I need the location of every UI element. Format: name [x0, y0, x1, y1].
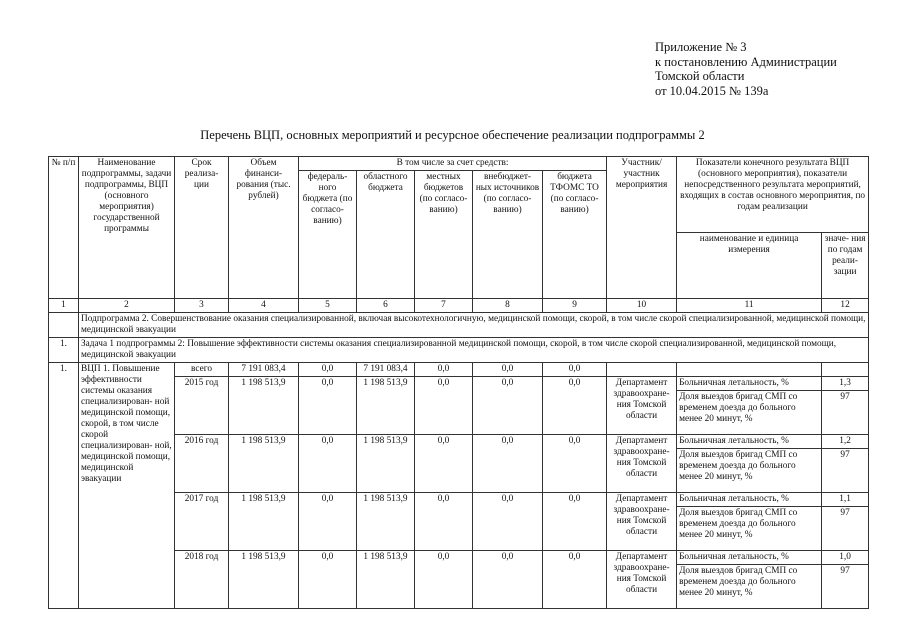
year-period: 2015 год	[175, 377, 229, 435]
year-participant: Департамент здравоохране- ния Томской области	[607, 377, 677, 435]
header-row-1	[49, 157, 869, 171]
year-period: 2017 год	[175, 493, 229, 551]
col-number-2: 2	[79, 299, 175, 313]
vcp-total-row	[49, 363, 869, 377]
total-local: 0,0	[415, 363, 473, 377]
header-results-group: Показатели конечного результата ВЦП (основного мероприятия), показатели непосредственного результата мероприятий, входящих в состав основного мероприятия, по годам реализации	[677, 157, 869, 233]
year-federal: 0,0	[299, 377, 357, 435]
year-local: 0,0	[415, 551, 473, 609]
header-col-4: Объем финанси- рования (тыс. рублей)	[229, 157, 299, 299]
document-title: Перечень ВЦП, основных мероприятий и ресурсное обеспечение реализации подпрограммы 2	[200, 128, 705, 142]
header-col-11: наименование и единица измерения	[677, 233, 822, 299]
task-number: 1.	[49, 338, 79, 363]
year-volume: 1 198 513,9	[229, 435, 299, 493]
header-col-10: Участник/ участник мероприятия	[607, 157, 677, 299]
col-number-10: 10	[607, 299, 677, 313]
indicator-ems-value: 97	[822, 565, 869, 609]
subprogram-text: Подпрограмма 2. Совершенствование оказания специализированной, включая высокотехнологичную, медицинской помощи, скорой, в том числе скорой специализированной, медицинской помощи, медицинской эвакуации	[81, 314, 866, 335]
vcp-name: ВЦП 1. Повышение эффективности системы оказания специализирован- ной медицинской помощи, скорой, в том числе скорой специализирован- ной, медицинской помощи, медицинской эвакуации	[79, 363, 175, 609]
year-volume: 1 198 513,9	[229, 493, 299, 551]
annex-line-3: Томской области	[655, 69, 745, 83]
year-participant: Департамент здравоохране- ния Томской области	[607, 551, 677, 609]
indicator-mortality-name: Больничная летальность, %	[677, 551, 822, 565]
col-number-12: 12	[822, 299, 869, 313]
year-tfoms: 0,0	[543, 551, 607, 609]
indicator-ems-name: Доля выездов бригад СМП со временем доезда до больного менее 20 минут, %	[677, 391, 822, 435]
year-period: 2016 год	[175, 435, 229, 493]
year-regional: 1 198 513,9	[357, 551, 415, 609]
year-local: 0,0	[415, 377, 473, 435]
year-tfoms: 0,0	[543, 377, 607, 435]
total-volume: 7 191 083,4	[229, 363, 299, 377]
year-volume: 1 198 513,9	[229, 377, 299, 435]
indicator-ems-value: 97	[822, 391, 869, 435]
indicator-mortality-value: 1,0	[822, 551, 869, 565]
year-extra: 0,0	[473, 377, 543, 435]
year-regional: 1 198 513,9	[357, 435, 415, 493]
header-col-2: Наименование подпрограммы, задачи подпрограммы, ВЦП (основного мероприятия) государственной программы	[79, 157, 175, 299]
col-number-5: 5	[299, 299, 357, 313]
header-col-12: значе- ния по годам реали- зации	[822, 233, 869, 299]
indicator-ems-name: Доля выездов бригад СМП со временем доезда до больного менее 20 минут, %	[677, 507, 822, 551]
subprogram-row	[49, 313, 869, 338]
header-col-5: федераль- ного бюджета (по согласо- ванию)	[299, 171, 357, 299]
total-extra: 0,0	[473, 363, 543, 377]
col-number-1: 1	[49, 299, 79, 313]
annex-line-2: к постановлению Администрации	[655, 54, 837, 69]
indicator-ems-name: Доля выездов бригад СМП со временем доезда до больного менее 20 минут, %	[677, 565, 822, 609]
indicator-mortality-value: 1,1	[822, 493, 869, 507]
year-regional: 1 198 513,9	[357, 377, 415, 435]
header-col-3: Срок реализа- ции	[175, 157, 229, 299]
col-number-7: 7	[415, 299, 473, 313]
indicator-ems-name: Доля выездов бригад СМП со временем доезда до больного менее 20 минут, %	[677, 449, 822, 493]
header-col-6: областного бюджета	[357, 171, 415, 299]
vcp-number: 1.	[49, 363, 79, 609]
col-number-11: 11	[677, 299, 822, 313]
total-tfoms: 0,0	[543, 363, 607, 377]
header-funds-group: В том числе за счет средств:	[299, 157, 607, 171]
header-col-9: бюджета ТФОМС ТО (по согласо- ванию)	[543, 171, 607, 299]
total-federal: 0,0	[299, 363, 357, 377]
col-number-8: 8	[473, 299, 543, 313]
header-col-7: местных бюджетов (по согласо- ванию)	[415, 171, 473, 299]
year-federal: 0,0	[299, 493, 357, 551]
annex-block	[655, 40, 895, 98]
annex-line-1: Приложение № 3	[655, 40, 747, 54]
indicator-mortality-name: Больничная летальность, %	[677, 435, 822, 449]
column-number-row	[49, 299, 869, 313]
indicator-mortality-name: Больничная летальность, %	[677, 493, 822, 507]
year-extra: 0,0	[473, 435, 543, 493]
header-col-1: № п/п	[49, 157, 79, 299]
program-table	[48, 156, 869, 609]
year-regional: 1 198 513,9	[357, 493, 415, 551]
col-number-3: 3	[175, 299, 229, 313]
indicator-mortality-name: Больничная летальность, %	[677, 377, 822, 391]
year-federal: 0,0	[299, 435, 357, 493]
year-federal: 0,0	[299, 551, 357, 609]
year-extra: 0,0	[473, 551, 543, 609]
indicator-ems-value: 97	[822, 507, 869, 551]
year-tfoms: 0,0	[543, 493, 607, 551]
indicator-mortality-value: 1,2	[822, 435, 869, 449]
header-col-8: внебюджет- ных источников (по согласо- ванию)	[473, 171, 543, 299]
year-volume: 1 198 513,9	[229, 551, 299, 609]
col-number-4: 4	[229, 299, 299, 313]
indicator-mortality-value: 1,3	[822, 377, 869, 391]
year-participant: Департамент здравоохране- ния Томской области	[607, 493, 677, 551]
col-number-6: 6	[357, 299, 415, 313]
col-number-9: 9	[543, 299, 607, 313]
year-period: 2018 год	[175, 551, 229, 609]
year-local: 0,0	[415, 493, 473, 551]
year-extra: 0,0	[473, 493, 543, 551]
year-tfoms: 0,0	[543, 435, 607, 493]
year-participant: Департамент здравоохране- ния Томской области	[607, 435, 677, 493]
total-period: всего	[175, 363, 229, 377]
task-text: Задача 1 подпрограммы 2: Повышение эффективности системы оказания специализированной медицинской помощи, скорой, в том числе скорой специализированной, медицинской помощи, медицинской эвакуации	[81, 339, 837, 360]
task-row	[49, 338, 869, 363]
indicator-ems-value: 97	[822, 449, 869, 493]
total-regional: 7 191 083,4	[357, 363, 415, 377]
year-local: 0,0	[415, 435, 473, 493]
annex-line-4: от 10.04.2015 № 139а	[655, 83, 769, 98]
